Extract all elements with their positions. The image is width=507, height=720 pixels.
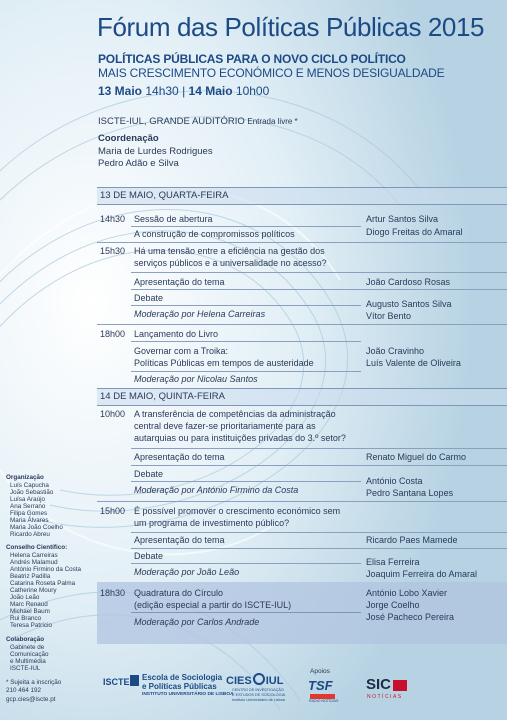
day1-s3-speaker1: João Cravinho — [366, 346, 425, 356]
day1-s2-debater1: Augusto Santos Silva — [366, 299, 452, 309]
iscte-logo-mark — [130, 675, 139, 686]
sidebar-collab-item: e Multimédia — [10, 658, 46, 665]
day2-s1-presenter: Renato Miguel do Carmo — [366, 452, 467, 462]
day1-s3-time: 18h00 — [100, 329, 126, 339]
day2-s2-debate: Debate — [134, 551, 164, 561]
day2-s3-speaker3: José Pacheco Pereira — [366, 612, 455, 622]
subtitle: MAIS CRESCIMENTO ECONÓMICO E MENOS DESIGUALDADE — [98, 66, 445, 80]
subtitle-bold: POLÍTICAS PÚBLICAS PARA O NOVO CICLO POLÍTICO — [98, 52, 406, 66]
venue-name: ISCTE-IUL, GRANDE AUDITÓRIO — [98, 116, 245, 127]
divider — [131, 341, 361, 342]
sidebar-org-item: Ricardo Abreu — [10, 531, 50, 538]
day2-s1-debater1: António Costa — [366, 476, 423, 486]
day2-s1-question-line3: autarquias ou para instituições privadas do 3.º setor? — [134, 433, 346, 443]
day2-s3-title: Quadratura do Círculo — [134, 588, 224, 598]
date-1: 13 Maio — [98, 84, 143, 98]
day1-s2-presentation: Apresentação do tema — [134, 277, 225, 287]
day1-s1-time: 14h30 — [100, 214, 126, 224]
sidebar-org-item: Filipa Gomes — [10, 510, 48, 517]
day1-label: 13 DE MAIO, QUARTA-FEIRA — [100, 190, 229, 201]
time-2: 10h00 — [235, 84, 270, 98]
divider — [131, 448, 507, 449]
divider — [131, 532, 507, 533]
divider — [97, 324, 507, 325]
day1-s1-subtitle: A construção de compromissos políticos — [134, 229, 295, 239]
day2-s2-moderator: Moderação por João Leão — [134, 567, 240, 577]
tsf-logo: TSF — [308, 678, 333, 693]
day2-s2-time: 15h00 — [100, 506, 126, 516]
day1-s2-time: 15h30 — [100, 246, 126, 256]
tsf-logo-sub: RÁDIO NOTÍCIAS — [309, 699, 339, 703]
sidebar-sci-item: Helena Carreiras — [10, 552, 58, 559]
day2-s1-debate: Debate — [134, 469, 164, 479]
day1-s2-presenter: João Cardoso Rosas — [366, 277, 451, 287]
venue — [98, 116, 298, 127]
day2-s2-question-line2: um programa de investimento público? — [134, 518, 290, 528]
school-name-line3: INSTITUTO UNIVERSITÁRIO DE LISBOA — [142, 692, 234, 697]
day2-s1-question-line1: A transferência de competências da administração — [134, 409, 336, 419]
sidebar-org-item: Maria Álvares — [10, 517, 49, 524]
divider — [131, 305, 361, 306]
day2-s1-presentation: Apresentação do tema — [134, 452, 225, 462]
day2-s3-speaker1: António Lobo Xavier — [366, 588, 448, 598]
divider — [131, 371, 361, 372]
day2-s3-time: 18h30 — [100, 588, 126, 598]
divider — [131, 612, 361, 613]
sidebar-sci-item: João Leão — [10, 594, 40, 601]
day2-s3-subtitle: (edição especial a partir do ISCTE-IUL) — [134, 600, 292, 610]
coordinator-2: Pedro Adão e Silva — [98, 158, 179, 169]
divider — [131, 226, 361, 227]
day2-s2-presenter: Ricardo Paes Mamede — [366, 535, 458, 545]
cies-logo-text: CIES — [226, 675, 252, 687]
event-dates — [98, 84, 269, 98]
day1-s1-speaker1: Artur Santos Silva — [366, 214, 439, 224]
sidebar-sci-item: Michael Baum — [10, 608, 50, 615]
sidebar-org-item: Ana Serrano — [10, 503, 46, 510]
day2-s1-moderator: Moderação por António Firmino da Costa — [134, 485, 299, 495]
day2-s3-moderator: Moderação por Carlos Andrade — [134, 617, 260, 627]
cies-logo-mark — [253, 673, 265, 685]
day2-s3-speaker2: Jorge Coelho — [366, 600, 420, 610]
divider — [131, 481, 361, 482]
cies-logo — [226, 673, 283, 687]
day1-s3-title: Lançamento do Livro — [134, 329, 219, 339]
registration-note: * Sujeita a inscrição — [6, 679, 62, 686]
divider — [131, 548, 507, 549]
date-2: 14 Maio — [188, 84, 233, 98]
divider — [131, 272, 507, 273]
day1-s2-debater2: Vítor Bento — [366, 311, 412, 321]
divider — [97, 242, 507, 243]
venue-note: Entrada livre * — [247, 117, 298, 126]
day2-header — [97, 388, 507, 406]
sidebar-org-item: Luís Capucha — [10, 482, 49, 489]
day1-header — [97, 187, 507, 205]
day1-s3-book-line1: Governar com a Troika: — [134, 346, 229, 356]
divider — [131, 563, 361, 564]
day1-s2-moderator: Moderação por Helena Carreiras — [134, 309, 266, 319]
day1-s3-speaker2: Luís Valente de Oliveira — [366, 358, 461, 368]
day1-s1-title: Sessão de abertura — [134, 214, 213, 224]
coordinator-1: Maria de Lurdes Rodrigues — [98, 146, 213, 157]
sic-logo-mark — [393, 680, 407, 691]
sidebar-collab-item: Gabinete de — [10, 644, 45, 651]
divider — [97, 501, 507, 502]
time-1: 14h30 — [145, 84, 179, 98]
day2-s2-debater2: Joaquim Ferreira do Amaral — [366, 569, 478, 579]
sidebar-sci-item: Catarina Roseta Palma — [10, 580, 76, 587]
school-name-line2: e Políticas Públicas — [142, 682, 217, 691]
sidebar-sci-item: Beatriz Padilla — [10, 573, 51, 580]
day1-s2-question-line2: serviços públicos e a universalidade no acesso? — [134, 258, 327, 268]
day2-s1-question-line2: central deve fazer-se prioritariamente para as — [134, 421, 316, 431]
sidebar-sci-item: Teresa Patrício — [10, 622, 52, 629]
cies-sub-line1: CENTRO DE INVESTIGAÇÃO — [232, 688, 284, 692]
school-name-line1: Escola de Sociologia — [142, 673, 223, 682]
day2-s1-time: 10h00 — [100, 409, 126, 419]
cies-sub-line3: Instituto Universitário de Lisboa — [232, 698, 285, 702]
day2-s2-question-line1: É possível promover o crescimento económico sem — [134, 506, 341, 516]
support-label: Apoios — [310, 668, 330, 675]
sidebar-sci-item: Andrés Malamud — [10, 559, 58, 566]
contact-email[interactable]: gcp.cies@iscte.pt — [6, 696, 56, 703]
cies-sub-line2: E ESTUDOS DE SOCIOLOGIA — [232, 693, 286, 697]
sic-logo-sub: NOTÍCIAS — [367, 694, 403, 700]
date-separator: | — [182, 84, 186, 98]
sidebar-org-item: Luísa Araújo — [10, 496, 46, 503]
day2-label: 14 DE MAIO, QUINTA-FEIRA — [100, 391, 225, 402]
day2-s2-debater1: Elisa Ferreira — [366, 557, 420, 567]
sic-logo: SIC — [366, 676, 392, 693]
day1-s3-moderator: Moderação por Nicolau Santos — [134, 374, 258, 384]
sidebar-sci-item: António Firmino da Costa — [10, 566, 82, 573]
page-title: Fórum das Políticas Públicas 2015 — [97, 12, 485, 42]
day1-s3-book-line2: Políticas Públicas em tempos de austeridade — [134, 358, 314, 368]
sidebar-sci-label: Conselho Científico: — [6, 544, 68, 551]
sidebar-org-item: João Sebastião — [10, 489, 54, 496]
sidebar-collab-item: ISCTE-IUL — [10, 665, 41, 672]
sidebar-collab-label: Colaboração — [6, 636, 45, 643]
cies-logo-suffix: IUL — [265, 675, 284, 687]
sidebar-org-label: Organização — [6, 474, 44, 481]
day1-s2-question-line1: Há uma tensão entre a eficiência na gestão dos — [134, 246, 325, 256]
coordination-label: Coordenação — [98, 133, 159, 144]
day1-s2-debate: Debate — [134, 293, 164, 303]
sidebar-sci-item: Catherine Moury — [10, 587, 57, 594]
sidebar-org-item: Maria João Coelho — [10, 524, 63, 531]
day2-s1-debater2: Pedro Santana Lopes — [366, 488, 454, 498]
sidebar-sci-item: Marc Renaud — [10, 601, 48, 608]
day2-s2-presentation: Apresentação do tema — [134, 535, 225, 545]
divider — [131, 465, 507, 466]
divider — [131, 289, 507, 290]
day1-s1-speaker2: Diogo Freitas do Amaral — [366, 227, 463, 237]
iscte-logo: ISCTE — [103, 677, 130, 687]
contact-phone: 210 464 192 — [6, 687, 42, 694]
sidebar-sci-item: Rui Branco — [10, 615, 42, 622]
sidebar-collab-item: Comunicação — [10, 651, 49, 658]
